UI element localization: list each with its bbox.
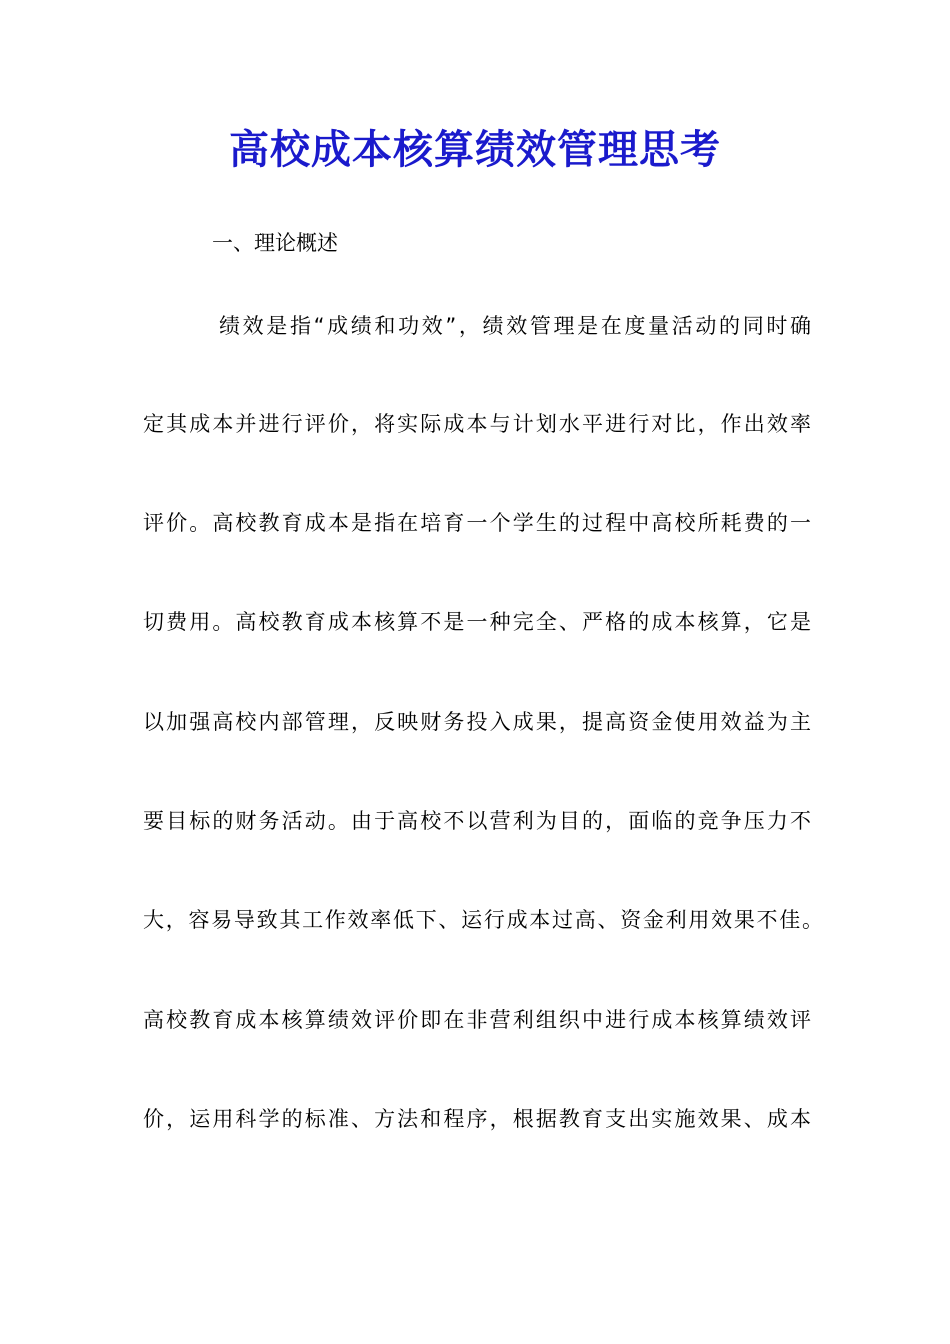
paragraph-line: 评价。高校教育成本是指在培育一个学生的过程中高校所耗费的一 [143, 511, 811, 535]
paragraph-line: 定其成本并进行评价，将实际成本与计划水平进行对比，作出效率 [143, 412, 811, 436]
paragraph-line: 要目标的财务活动。由于高校不以营利为目的，面临的竞争压力不 [143, 809, 811, 833]
document-title: 高校成本核算绩效管理思考 [229, 126, 721, 173]
paragraph-line: 大，容易导致其工作效率低下、运行成本过高、资金利用效果不佳。 [143, 908, 823, 932]
paragraph-line: 绩效是指“成绩和功效”，绩效管理是在度量活动的同时确 [219, 314, 811, 338]
paragraph-line: 高校教育成本核算绩效评价即在非营利组织中进行成本核算绩效评 [143, 1008, 811, 1032]
paragraph-line: 价，运用科学的标准、方法和程序，根据教育支出实施效果、成本 [143, 1107, 811, 1131]
paragraph-line: 切费用。高校教育成本核算不是一种完全、严格的成本核算，它是 [143, 610, 811, 634]
section-heading: 一、理论概述 [212, 231, 338, 255]
paragraph-line: 以加强高校内部管理，反映财务投入成果，提高资金使用效益为主 [143, 710, 811, 734]
